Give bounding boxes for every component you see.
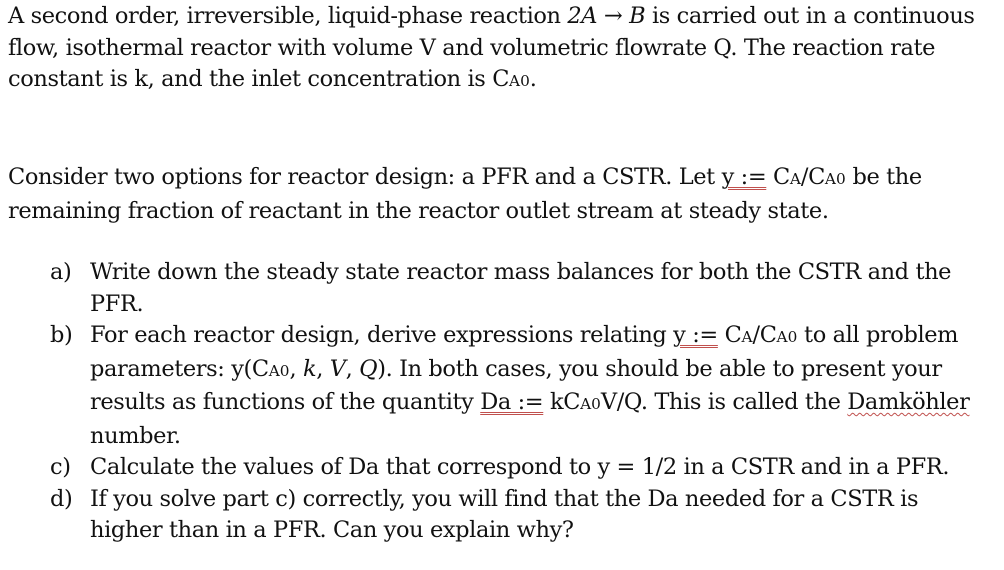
question-b [50,320,995,452]
question-label: c) [50,454,71,480]
volume-symbol: V [329,355,346,382]
y-definition: y := [721,164,767,190]
damkohler-word: Damköhler [847,389,970,415]
text-part: For each reactor design, derive expressions relating [90,322,674,348]
text-part: , [345,355,360,382]
da-definition: Da := [480,389,544,415]
question-text [90,322,969,449]
flowrate-symbol: Q [359,355,378,382]
reaction-arrow: → [597,3,630,29]
question-label: d) [50,485,73,512]
subscript-a0: A0 [580,395,601,413]
question-text: Calculate the values of Da that correspond to y = 1/2 in a CSTR and in a PFR. [90,454,950,480]
intro-text-2: is carried out in a continuous flow, isothermal reactor with volume V and volumetric flowrate Q. The reaction rate constant is k, and the inlet concentration is C [8,3,975,92]
text-part: to all problem parameters: y(C [90,322,959,382]
text-part: ). In both cases, you should be able to present your results as functions of the quantity [90,355,942,415]
subscript-a: A [741,328,753,346]
subscript-a0: A0 [509,72,530,90]
ratio-slash: /C [752,322,777,348]
concentration-c: C [717,322,742,348]
text-part: number. [90,422,181,449]
text-part: V/Q. This is called the [600,389,848,415]
question-label: b) [50,322,73,348]
design-context [8,162,998,227]
question-d [50,484,995,547]
intro-end: . [529,66,537,92]
subscript-a: A [789,170,801,188]
problem-intro [8,1,998,98]
text-part: , [316,355,330,382]
subscript-a0: A0 [824,170,846,188]
question-text: If you solve part c) correctly, you will find that the Da needed for a CSTR is higher than in a PFR. Can you explain why? [90,485,919,543]
question-a [50,257,995,320]
text-part: , [289,355,304,382]
concentration-c: C [766,164,790,190]
question-list [50,257,995,547]
rate-constant-symbol: k [303,355,317,382]
context-text-1: Consider two options for reactor design: a PFR and a CSTR. Let [8,164,722,190]
question-c [50,452,995,484]
ratio-slash: /C [800,164,825,190]
text-part: kC [543,389,581,415]
question-text: Write down the steady state reactor mass balances for both the CSTR and the PFR. [90,259,952,317]
intro-text-1: A second order, irreversible, liquid-phase reaction [8,3,568,29]
context-text-2: be the remaining fraction of reactant in the reactor outlet stream at steady state. [8,164,922,224]
product-symbol: B [629,3,646,29]
subscript-a0: A0 [776,328,798,346]
subscript-a0: A0 [268,361,290,380]
y-definition: y := [673,322,718,348]
question-label: a) [50,259,72,285]
reactant-symbol: 2A [567,3,598,29]
